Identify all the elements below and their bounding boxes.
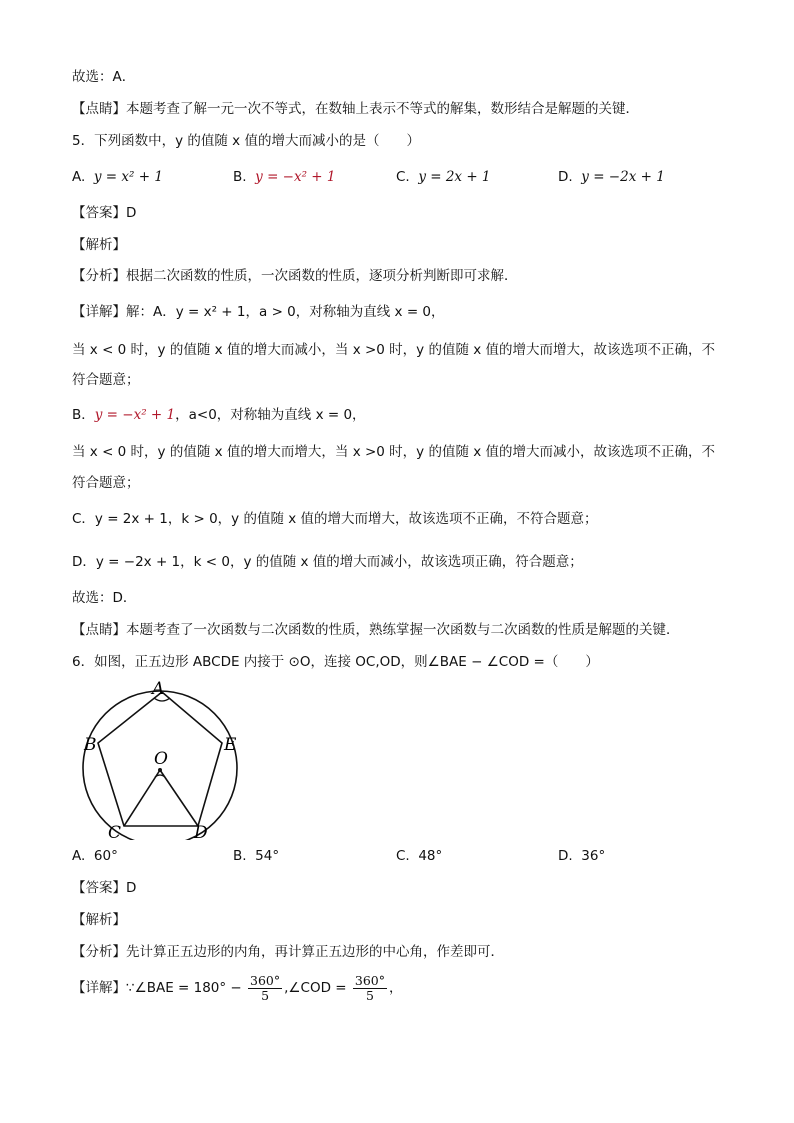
analysis-5: 【分析】根据二次函数的性质，一次函数的性质，逐项分析判断即可求解． (72, 268, 518, 284)
choose-5: 故选：D． (72, 590, 137, 606)
label-d: D (194, 823, 208, 840)
analysis-6: 【分析】先计算正五边形的内角，再计算正五边形的中心角，作差即可． (72, 944, 504, 960)
label-o: O (154, 749, 168, 769)
detail-5-a: 【详解】解：A．y = x² + 1，a > 0，对称轴为直线 x = 0， (72, 304, 445, 320)
question-6: 6．如图，正五边形 ABCDE 内接于 ⊙O，连接 OC,OD，则∠BAE − ∠COD =（ ） (72, 654, 599, 670)
label-e: E (224, 735, 237, 755)
review-5: 【点睛】本题考查了一次函数与二次函数的性质，熟练掌握一次函数与二次函数的性质是解题的关键． (72, 622, 680, 638)
segment-oc (124, 770, 160, 826)
answer-6: 【答案】D (72, 880, 137, 896)
answer-5: 【答案】D (72, 205, 137, 221)
line-review-4: 【点睛】本题考查了解一元一次不等式，在数轴上表示不等式的解集，数形结合是解题的关键． (72, 101, 639, 117)
detail-5-d: D．y = −2x + 1，k < 0，y 的值随 x 值的增大而减小，故该选项正确，符合题意； (72, 554, 583, 570)
analysis-5-header: 【解析】 (72, 237, 126, 253)
question-5: 5．下列函数中，y 的值随 x 值的增大而减小的是（ ） (72, 133, 420, 149)
analysis-6-header: 【解析】 (72, 912, 126, 928)
detail-5-a2: 当 x < 0 时，y 的值随 x 值的增大而减小，当 x >0 时，y 的值随 x 值的增大而增大，故该选项不正确，不 (72, 342, 716, 358)
label-a: A (152, 679, 165, 699)
fraction-360-over-5-b: $\frac{360^\circ}{5}$ (354, 972, 385, 1003)
label-c: C (108, 823, 122, 840)
pentagon-figure (78, 678, 278, 840)
angle-mark-o (155, 775, 165, 777)
label-b: B (84, 735, 97, 755)
detail-5-b3: 符合题意； (72, 475, 140, 491)
line-choose-a: 故选：A． (72, 69, 136, 85)
detail-5-c: C．y = 2x + 1，k > 0，y 的值随 x 值的增大而增大，故该选项不正确，不符合题意； (72, 511, 598, 527)
detail-5-b: B．y = −x² + 1，a<0，对称轴为直线 x = 0， (72, 407, 366, 423)
detail-5-a3: 符合题意； (72, 372, 140, 388)
detail-6: 【详解】∵∠BAE = 180° − $\frac{360^\circ}{5}$ ,∠COD = $\frac{360^\circ}{5}$ ， (72, 972, 403, 1003)
segment-od (160, 770, 198, 826)
detail-5-b2: 当 x < 0 时，y 的值随 x 值的增大而增大，当 x >0 时，y 的值随 x 值的增大而减小，故该选项不正确，不 (72, 444, 716, 460)
fraction-360-over-5-a: $\frac{360^\circ}{5}$ (250, 972, 281, 1003)
